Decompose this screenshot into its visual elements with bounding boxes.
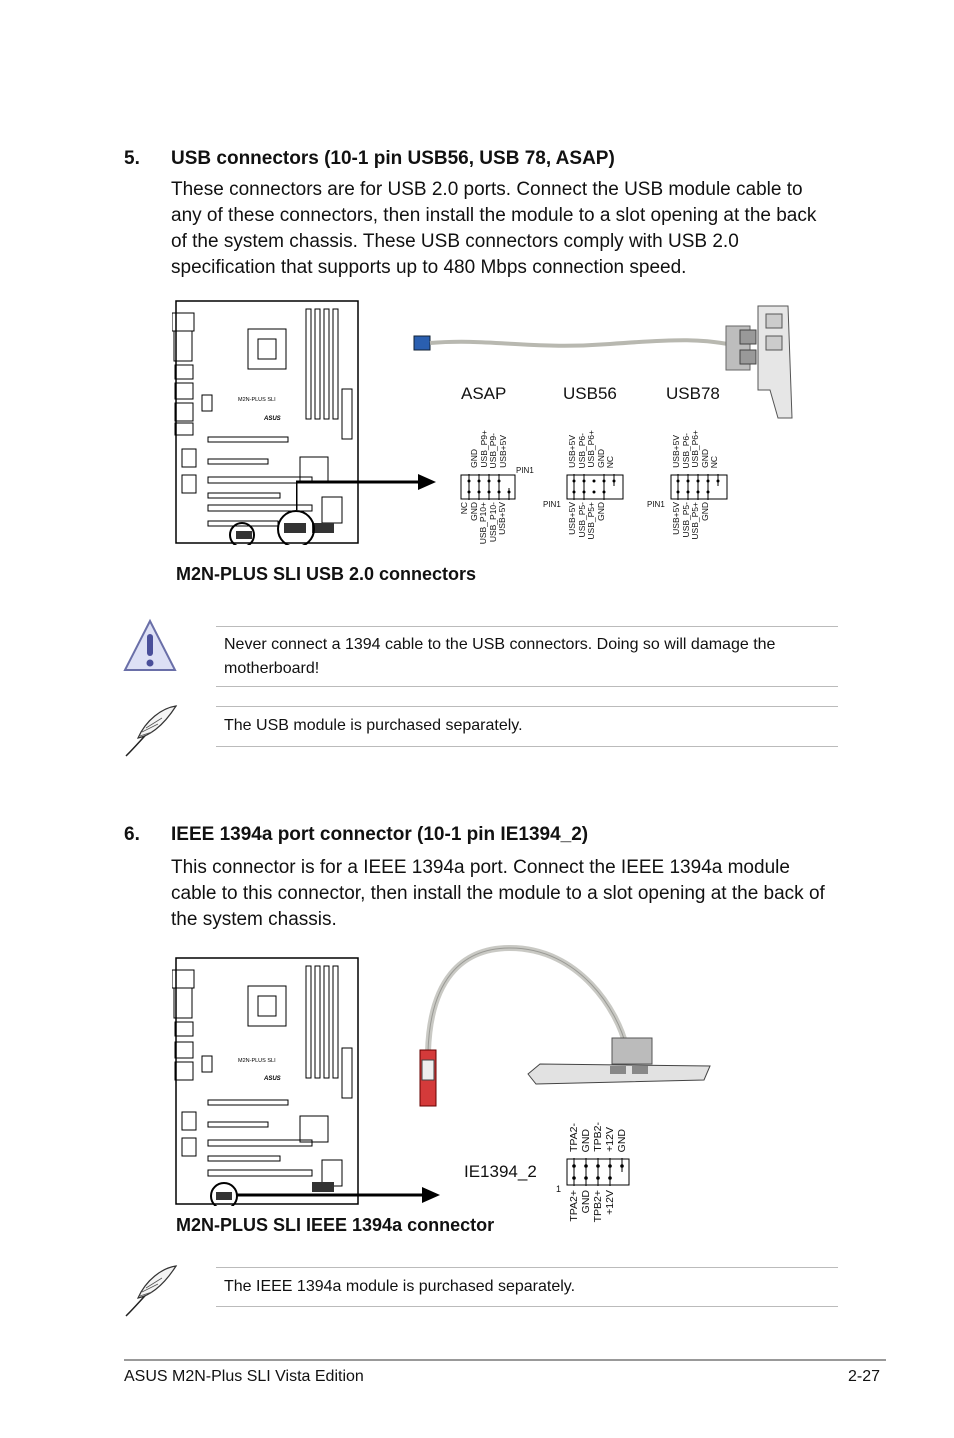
usb78-top-pin-labels <box>672 408 720 468</box>
ieee-note-rule-bottom <box>216 1306 838 1307</box>
usb-note-rule-bottom <box>216 746 838 747</box>
pin-label: USB+5V <box>497 502 508 535</box>
section6-title: IEEE 1394a port connector (10-1 pin IE1394_2) <box>171 824 589 845</box>
pin-label: USB_P6- <box>680 432 691 468</box>
section5-title: USB connectors (10-1 pin USB56, USB 78, ASAP) <box>171 148 615 169</box>
pin-label: USB_P9- <box>488 432 499 468</box>
board-label: M2N-PLUS SLI <box>238 1058 276 1064</box>
ieee-pointer-arrow <box>236 1184 442 1206</box>
usb56-header <box>566 474 624 500</box>
warning-rule-bottom <box>216 686 838 687</box>
pin-label: GND <box>468 502 479 521</box>
motherboard-1394-diagram <box>172 956 362 1206</box>
pin-label: USB_P5+ <box>586 502 597 540</box>
ieee-module-cable-image <box>410 942 720 1112</box>
asap-header <box>460 474 516 500</box>
svg-text:ASUS: ASUS <box>264 1076 281 1082</box>
usb-module-cable-image <box>410 300 810 424</box>
pin-label: +12V <box>604 1127 616 1152</box>
pin-label: NC <box>459 502 469 515</box>
pin-label: GND <box>580 1190 592 1214</box>
pin-label: USB_P5- <box>576 502 587 538</box>
pin-label: USB_P6- <box>576 432 587 468</box>
pin-label: TPB2+ <box>592 1190 604 1223</box>
pin-label: USB_P10- <box>487 502 498 543</box>
warning-icon <box>122 618 178 674</box>
pin-label: USB_P5+ <box>690 502 701 540</box>
pin-label: GND <box>595 502 606 521</box>
footer-rule <box>124 1359 886 1361</box>
section5-number: 5. <box>124 148 140 169</box>
pin-label: USB+5V <box>671 435 681 468</box>
footer-left: ASUS M2N-Plus SLI Vista Edition <box>124 1368 364 1385</box>
pin-label: NC <box>605 455 616 468</box>
section5-paragraph: These connectors are for USB 2.0 ports. Connect the USB module cable to any of these connectors, then install the module to a slot opening at the back of the system chassis. These USB connectors comply with USB 2.0 specification that supports up to 480 Mbps connection speed. <box>171 179 817 278</box>
ieee-diagram-caption: M2N-PLUS SLI IEEE 1394a connector <box>176 1215 495 1235</box>
usb-pointer-arrow <box>296 470 438 510</box>
usb-note-rule-top <box>216 706 838 707</box>
feather-note-icon <box>122 1262 180 1320</box>
ie1394-pin1: 1 <box>556 1184 562 1194</box>
usb-note-text: The USB module is purchased separately. <box>224 717 523 734</box>
usb56-label: USB56 <box>563 384 617 403</box>
warning-note-text: Never connect a 1394 cable to the USB connectors. Doing so will damage the motherboard! <box>224 636 776 677</box>
section6-number: 6. <box>124 824 140 845</box>
usb78-bottom-pin-labels <box>672 502 710 560</box>
pin-label: USB_P6+ <box>690 430 701 468</box>
ie1394-top-pin-labels <box>568 1100 628 1152</box>
ieee-note-text: The IEEE 1394a module is purchased separately. <box>224 1278 576 1295</box>
ie1394-header <box>566 1158 630 1186</box>
feather-note-icon <box>122 702 180 760</box>
pin-label: NC <box>709 455 720 468</box>
ieee-note-rule-top <box>216 1267 838 1268</box>
usb56-top-pin-labels <box>568 408 616 468</box>
asap-bottom-pin-labels <box>460 502 508 560</box>
pin-label: USB+5V <box>671 502 681 535</box>
usb78-label: USB78 <box>666 384 720 403</box>
pin-label: USB_P5- <box>680 502 691 538</box>
pin-label: TPB2- <box>592 1122 604 1152</box>
asap-pin1: PIN1 <box>516 466 534 475</box>
pin-label: GND <box>580 1128 592 1152</box>
pin-label: USB_P6+ <box>586 430 597 468</box>
ie1394-label: IE1394_2 <box>464 1162 537 1181</box>
pin-label: GND <box>469 449 479 468</box>
pin-label: USB+5V <box>567 502 577 535</box>
usb78-pin1: PIN1 <box>647 500 665 509</box>
svg-text:ASUS: ASUS <box>264 416 281 422</box>
pin-label: GND <box>595 449 606 468</box>
pin-label: TPA2+ <box>568 1190 580 1222</box>
section6-paragraph: This connector is for a IEEE 1394a port. Connect the IEEE 1394a module cable to this connector, then install the module to a slot opening at the back of the system chassis. <box>171 857 825 930</box>
pin-label: USB_P10+ <box>478 502 489 545</box>
pin-label: +12V <box>604 1190 616 1215</box>
pin-label: USB_P9+ <box>478 430 489 468</box>
pin-label: TPA2- <box>568 1123 580 1152</box>
usb56-pin1: PIN1 <box>543 500 561 509</box>
pin-label: GND <box>699 449 710 468</box>
asap-label: ASAP <box>461 384 507 403</box>
usb56-bottom-pin-labels <box>568 502 606 560</box>
asap-top-pin-labels <box>470 408 508 468</box>
warning-rule-top <box>216 626 838 627</box>
board-label: M2N-PLUS SLI <box>238 397 276 403</box>
pin-label: USB+5V <box>497 435 508 468</box>
usb-diagram-caption: M2N-PLUS SLI USB 2.0 connectors <box>176 564 477 584</box>
pin-label: GND <box>616 1128 628 1152</box>
usb78-header <box>670 474 728 500</box>
ie1394-bottom-pin-labels <box>568 1190 616 1242</box>
pin-label: USB+5V <box>567 435 577 468</box>
pin-label: GND <box>699 502 710 521</box>
footer-page-number: 2-27 <box>848 1368 881 1385</box>
